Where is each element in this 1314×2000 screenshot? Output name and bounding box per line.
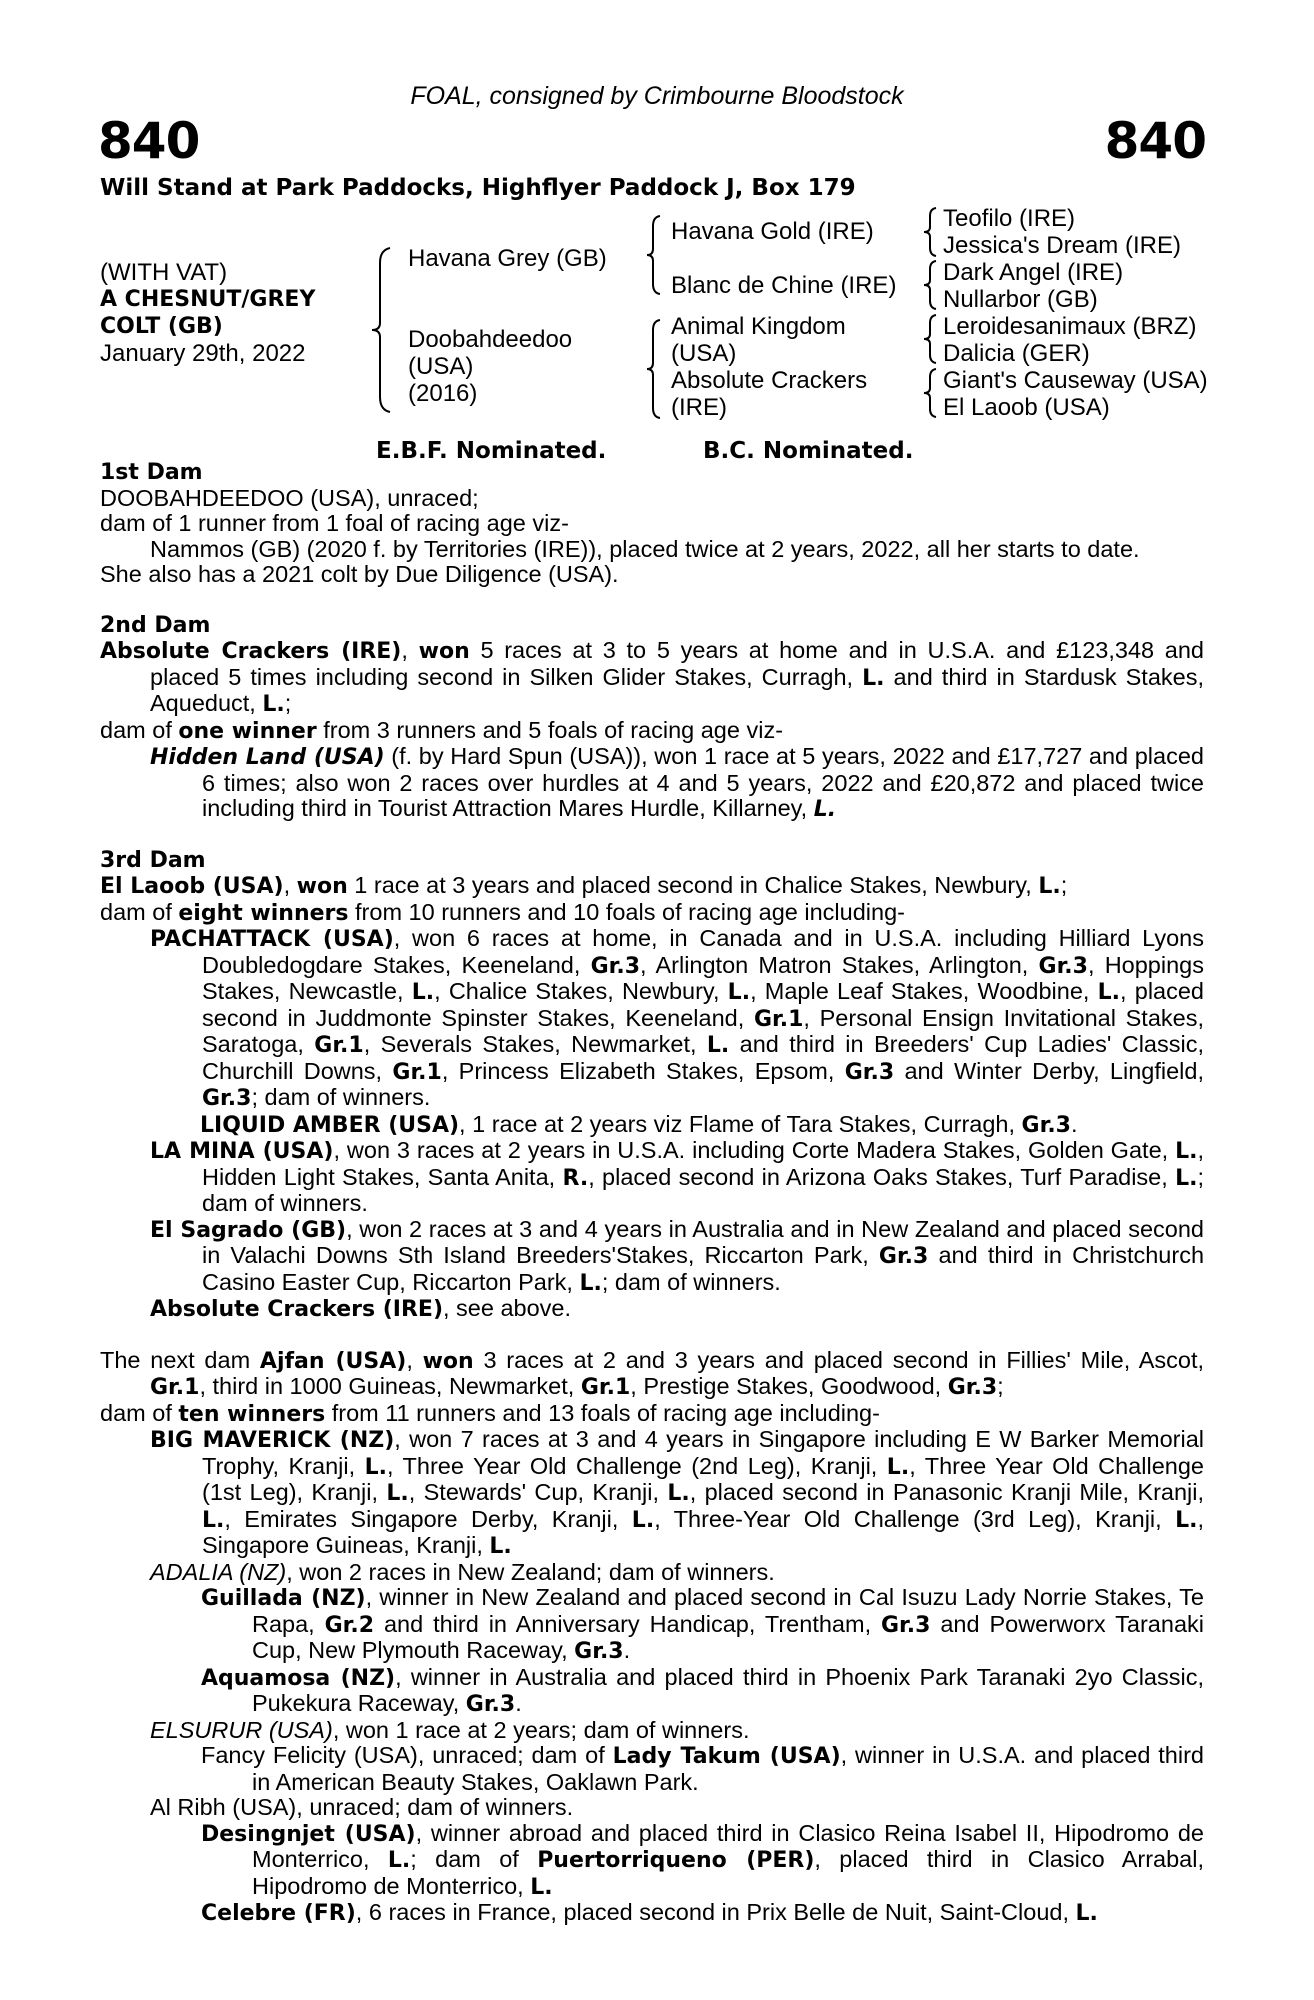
- produce-adalia: ADALIA (NZ), won 2 races in New Zealand; dam of winners.: [150, 1558, 775, 1585]
- next-dam-record: The next dam Ajfan (USA), won 3 races at 2 and 3 years and placed second in Fillies' Mile, Ascot, Gr.1, third in 1000 Guineas, Newmarket, Gr.1, Prestige Stakes, Goodwood, Gr.3;: [100, 1346, 1205, 1400]
- vat-note: (WITH VAT): [100, 259, 228, 286]
- pedigree-brace-dd: [921, 367, 941, 419]
- pedigree-brace-sire: [644, 214, 666, 296]
- next-dam-summary: dam of ten winners from 11 runners and 13 foals of racing age including-: [100, 1399, 880, 1427]
- produce-elsurur: ELSURUR (USA), won 1 race at 2 years; dam of winners.: [150, 1716, 750, 1743]
- pedigree-dam-dam-line1: Absolute Crackers: [671, 367, 868, 394]
- pedigree-ssd: Jessica's Dream (IRE): [943, 232, 1181, 259]
- produce-la-mina: LA MINA (USA), won 3 races at 2 years in U.S.A. including Corte Madera Stakes, Golden Gate, L., Hidden Light Stakes, Santa Anita, R., placed second in Arizona Oaks Stakes, Turf Paradise, L.; dam of winners.: [150, 1137, 1204, 1216]
- bc-nominated: B.C. Nominated.: [703, 438, 914, 464]
- third-dam-heading: 3rd Dam: [100, 847, 206, 873]
- pedigree-dam-line2: (USA): [408, 353, 474, 380]
- first-dam-note: She also has a 2021 colt by Due Diligence (USA).: [100, 561, 619, 587]
- pedigree-sdd: Nullarbor (GB): [943, 286, 1098, 313]
- produce-pachattack: PACHATTACK (USA), won 6 races at home, in Canada and in U.S.A. including Hilliard Lyons Doubledogdare Stakes, Keeneland, Gr.3, Arlington Matron Stakes, Arlington, Gr.3, Hoppings Stakes, Newcastle, L., Chalice Stakes, Newbury, L., Maple Leaf Stakes, Woodbine, L., placed second in Juddmonte Spinster Stakes, Keeneland, Gr.1, Personal Ensign Invitational Stakes, Saratoga, Gr.1, Severals Stakes, Newmarket, L. and third in Breeders' Cup Ladies' Classic, Churchill Downs, Gr.1, Princess Elizabeth Stakes, Epsom, Gr.3 and Winter Derby, Lingfield, Gr.3; dam of winners.: [150, 925, 1205, 1111]
- second-dam-summary: dam of one winner from 3 runners and 5 foals of racing age viz-: [100, 716, 784, 744]
- lot-number-right: 840: [1104, 112, 1206, 170]
- pedigree-sire-sire: Havana Gold (IRE): [671, 218, 874, 245]
- third-dam-record: El Laoob (USA), won 1 race at 3 years and placed second in Chalice Stakes, Newbury, L.;: [100, 872, 1068, 899]
- pedigree-sds: Dark Angel (IRE): [943, 259, 1124, 286]
- pedigree-dss: Leroidesanimaux (BRZ): [943, 313, 1197, 340]
- pedigree-dam-sire-line1: Animal Kingdom: [671, 313, 846, 340]
- pedigree-ddd: El Laoob (USA): [943, 394, 1110, 421]
- produce-hidden-land: Hidden Land (USA) (f. by Hard Spun (USA)), won 1 race at 5 years, 2022 and £17,727 and placed 6 times; also won 2 races over hurdles at 4 and 5 years, 2022 and £20,872 and placed twice including third in Tourist Attraction Mares Hurdle, Killarney, L.: [150, 743, 1204, 822]
- first-dam-summary: dam of 1 runner from 1 foal of racing age viz-: [100, 510, 569, 536]
- pedigree-brace-dam: [644, 318, 666, 420]
- horse-description-line1: A CHESNUT/GREY: [100, 287, 316, 312]
- produce-celebre: Celebre (FR), 6 races in France, placed second in Prix Belle de Nuit, Saint-Cloud, L.: [201, 1899, 1098, 1926]
- pedigree-brace-sd: [921, 259, 941, 311]
- produce-big-maverick: BIG MAVERICK (NZ), won 7 races at 3 and 4 years in Singapore including E W Barker Memorial Trophy, Kranji, L., Three Year Old Challenge (2nd Leg), Kranji, L., Three Year Old Challenge (1st Leg), Kranji, L., Stewards' Cup, Kranji, L., placed second in Panasonic Kranji Mile, Kranji, L., Emirates Singapore Derby, Kranji, L., Three-Year Old Challenge (3rd Leg), Kranji, L., Singapore Guineas, Kranji, L.: [150, 1426, 1204, 1559]
- produce-records: [100, 460, 1204, 1927]
- produce-al-ribh: Al Ribh (USA), unraced; dam of winners.: [150, 1794, 574, 1820]
- consignment-line: FOAL, consigned by Crimbourne Bloodstock: [410, 82, 904, 110]
- produce-aquamosa: Aquamosa (NZ), winner in Australia and placed third in Phoenix Park Taranaki 2yo Classic, Pukekura Raceway, Gr.3.: [201, 1663, 1204, 1717]
- produce-guillada: Guillada (NZ), winner in New Zealand and placed second in Cal Isuzu Lady Norrie Stakes, Te Rapa, Gr.2 and third in Anniversary Handicap, Trentham, Gr.3 and Powerworx Taranaki Cup, New Plymouth Raceway, Gr.3.: [201, 1584, 1204, 1664]
- ebf-nominated: E.B.F. Nominated.: [376, 438, 607, 464]
- pedigree-dam-dam-line2: (IRE): [671, 394, 727, 421]
- lot-number-left: 840: [98, 112, 200, 170]
- horse-description-line2: COLT (GB): [100, 314, 223, 339]
- pedigree-sss: Teofilo (IRE): [943, 205, 1076, 232]
- pedigree-sire: Havana Grey (GB): [408, 245, 607, 272]
- foaling-date: January 29th, 2022: [100, 340, 306, 367]
- second-dam-record: Absolute Crackers (IRE), won 5 races at 3 to 5 years at home and in U.S.A. and £123,348 and placed 5 times including second in Silken Glider Stakes, Curragh, L. and third in Stardusk Stakes, Aqueduct, L.;: [100, 637, 1205, 717]
- produce-nammos: Nammos (GB) (2020 f. by Territories (IRE)), placed twice at 2 years, 2022, all her starts to date.: [150, 535, 1140, 562]
- pedigree-dsd: Dalicia (GER): [943, 340, 1090, 367]
- pedigree-brace-ss: [921, 206, 941, 258]
- pedigree-dam-sire-line2: (USA): [671, 340, 737, 367]
- produce-absolute-crackers: Absolute Crackers (IRE), see above.: [150, 1295, 572, 1322]
- third-dam-summary: dam of eight winners from 10 runners and 10 foals of racing age including-: [100, 898, 905, 926]
- pedigree-dds: Giant's Causeway (USA): [943, 367, 1208, 394]
- first-dam-heading: 1st Dam: [100, 460, 203, 485]
- pedigree-dam-line1: Doobahdeedoo: [408, 326, 573, 353]
- first-dam-record: DOOBAHDEEDOO (USA), unraced;: [100, 484, 479, 511]
- produce-el-sagrado: El Sagrado (GB), won 2 races at 3 and 4 years in Australia and in New Zealand and placed second in Valachi Downs Sth Island Breeders'Stakes, Riccarton Park, Gr.3 and third in Christchurch Casino Easter Cup, Riccarton Park, L.; dam of winners.: [150, 1215, 1205, 1296]
- pedigree-sire-dam: Blanc de Chine (IRE): [671, 272, 897, 299]
- pedigree-brace-main: [368, 245, 398, 415]
- pedigree-brace-ds: [921, 313, 941, 365]
- produce-desingnjet: Desingnjet (USA), winner abroad and placed third in Clasico Reina Isabel II, Hipodromo de Monterrico, L.; dam of Puertorriqueno (PER), placed third in Clasico Arrabal, Hipodromo de Monterrico, L.: [201, 1819, 1204, 1900]
- produce-fancy-felicity: Fancy Felicity (USA), unraced; dam of Lady Takum (USA), winner in U.S.A. and placed third in American Beauty Stakes, Oaklawn Park.: [201, 1742, 1204, 1795]
- second-dam-heading: 2nd Dam: [100, 612, 211, 638]
- produce-liquid-amber: LIQUID AMBER (USA), 1 race at 2 years viz Flame of Tara Stakes, Curragh, Gr.3.: [200, 1110, 1078, 1138]
- stabling-location: Will Stand at Park Paddocks, Highflyer Paddock J, Box 179: [100, 175, 856, 201]
- pedigree-dam-line3: (2016): [408, 380, 478, 407]
